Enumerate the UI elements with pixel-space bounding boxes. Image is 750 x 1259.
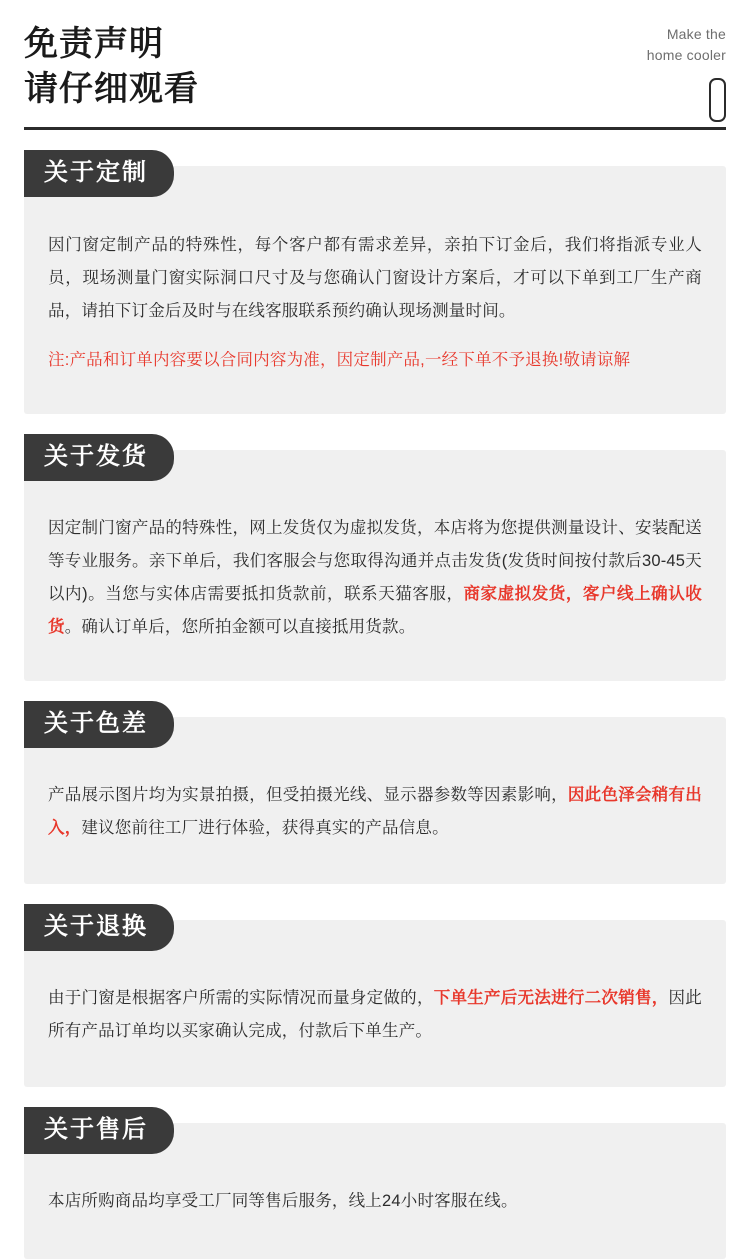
- section-body-shipping: [24, 450, 726, 681]
- rounded-bar-icon: [647, 78, 726, 122]
- section-tag-service: 关于售后: [24, 1107, 174, 1154]
- paragraph: [48, 1185, 702, 1218]
- text-run-emphasis: 商家虚拟发货，客户线上确认收货: [48, 585, 702, 636]
- paragraph: [48, 982, 702, 1048]
- section-tag-color: 关于色差: [24, 701, 174, 748]
- paragraph: [48, 512, 702, 644]
- section-about-service: [24, 1115, 726, 1259]
- section-list: [0, 159, 750, 1259]
- page-title-line2: 请仔细观看: [24, 69, 199, 108]
- section-about-custom: [24, 159, 726, 414]
- section-tag-shipping: 关于发货: [24, 434, 174, 481]
- header-slogan-line1: Make the: [666, 26, 726, 42]
- section-about-color: [24, 709, 726, 884]
- page-title-line1: 免责声明: [24, 25, 164, 63]
- section-tag-custom: 关于定制: [24, 150, 174, 197]
- text-run-emphasis: 下单生产后无法进行二次销售，: [433, 989, 669, 1007]
- paragraph: [48, 779, 702, 845]
- section-tag-return: 关于退换: [24, 904, 174, 951]
- page-title: [24, 22, 726, 112]
- text-run: 因门窗定制产品的特殊性，每个客户都有需求差异，亲拍下订金后，我们将指派专业人员，现场测量门窗实际洞口尺寸及与您确认门窗设计方案后，才可以下单到工厂生产商品，请拍下订金后及时与在线客服联系预约确认现场测量时间。: [48, 235, 702, 320]
- section-about-shipping: [24, 442, 726, 681]
- section-about-return: [24, 912, 726, 1087]
- page-header: [0, 0, 750, 130]
- text-run-emphasis: 因此色泽会稍有出入，: [48, 786, 703, 837]
- header-divider: [24, 127, 726, 130]
- text-run: 建议您前往工厂进行体验，获得真实的产品信息。: [81, 819, 449, 837]
- text-run: 产品展示图片均为实景拍摄，但受拍摄光线、显示器参数等因素影响，: [48, 786, 568, 804]
- text-run: 本店所购商品均享受工厂同等售后服务，线上24小时客服在线。: [48, 1192, 518, 1210]
- text-run: 由于门窗是根据客户所需的实际情况而量身定做的，: [48, 989, 434, 1007]
- text-run: 。确认订单后，您所拍金额可以直接抵用货款。: [64, 618, 416, 636]
- section-body-custom: [24, 166, 726, 414]
- text-run-emphasis: 注:产品和订单内容要以合同内容为准，因定制产品,一经下单不予退换!敬请谅解: [48, 351, 631, 369]
- header-slogan-line2: home cooler: [646, 47, 726, 63]
- paragraph: [48, 229, 702, 328]
- header-slogan-block: [647, 24, 726, 122]
- text-run: 因定制门窗产品的特殊性，网上发货仅为虚拟发货，本店将为您提供测量设计、安装配送等专业服务。亲下单后，我们客服会与您取得沟通并点击发货(发货时间按付款后30-45天以内)。当您与实体店需要抵扣货款前，联系天猫客服，: [48, 519, 702, 603]
- text-run: 因此所有产品订单均以买家确认完成，付款后下单生产。: [48, 989, 702, 1040]
- paragraph: [48, 344, 702, 377]
